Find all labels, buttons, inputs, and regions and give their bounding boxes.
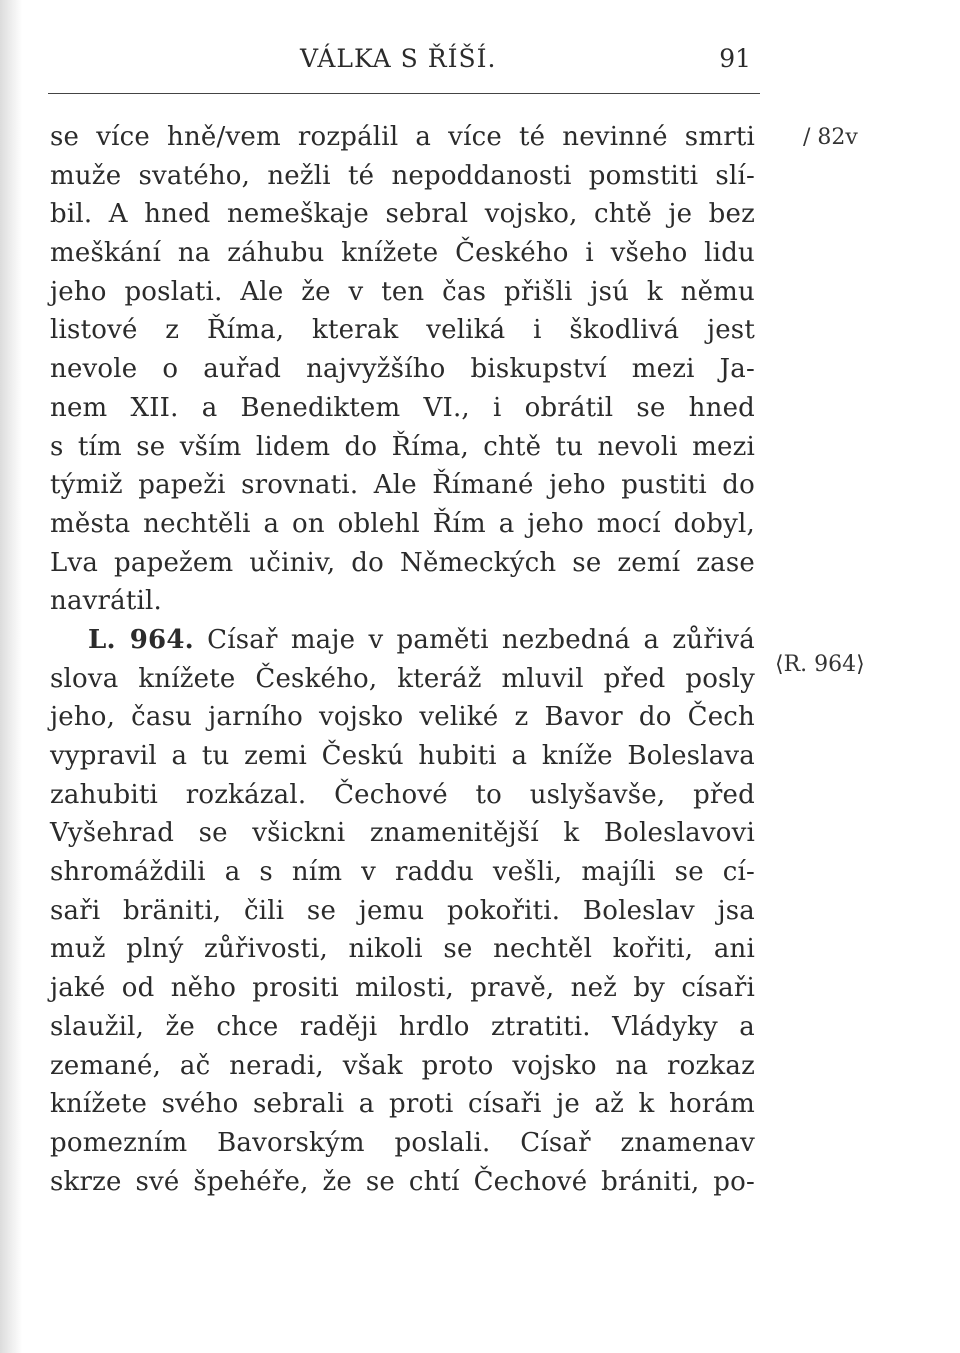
body-text	[50, 118, 755, 1201]
text-line: skrze své špehéře, že se chtí Čechové brániti, po-	[50, 1166, 755, 1197]
text-line: Vyšehrad se všickni znamenitější k Boleslavovi	[50, 818, 755, 849]
text-line: muž plný zůřivosti, nikoli se nechtěl kořiti, ani	[50, 934, 755, 965]
text-line: jeho, času jarního vojsko veliké z Bavor do Čech	[50, 702, 755, 733]
text-line: nem XII. a Benediktem VI., i obrátil se hned	[50, 392, 755, 423]
text-line: slaužil, že chce raději hrdlo ztratiti. Vládyky a	[50, 1011, 755, 1042]
text-line: jaké od něho prositi milosti, pravě, než by císaři	[50, 973, 755, 1004]
text-line: města nechtěli a on oblehl Řím a jeho mocí dobyl,	[50, 508, 755, 539]
text-line: jeho poslati. Ale že v ten čas přišli jsú k němu	[50, 276, 755, 307]
running-head	[50, 40, 755, 80]
text-line: nevole o auřad najvyžšího biskupství mezi Ja-	[50, 354, 755, 385]
scan-edge-shadow	[0, 0, 22, 1353]
text-line: saři bräniti, čili se jemu pokořiti. Boleslav jsa	[50, 895, 755, 926]
text-line: zemané, ač neradi, však proto vojsko na rozkaz	[50, 1050, 755, 1081]
text-line: navrátil.	[50, 586, 163, 617]
text-line: shromáždili a s ním v raddu vešli, majíli se cí-	[50, 857, 755, 888]
text-line: knížete svého sebrali a proti císaři je až k horám	[50, 1089, 755, 1120]
header-rule	[48, 93, 760, 94]
text-line: listové z Říma, kterak veliká i škodlivá jest	[50, 315, 755, 346]
text-line: zahubiti rozkázal. Čechové to uslyšavše, před	[50, 779, 755, 810]
text-line: bil. A hned nemeškaje sebral vojsko, chtě je bez	[50, 199, 755, 230]
text-line: slova knížete Českého, kteráž mluvil před posly	[50, 663, 755, 694]
text-line: Lva papežem učiniv, do Německých se zemí zase	[50, 547, 755, 578]
text-line: muže svatého, nežli té nepoddanosti pomstiti slí-	[50, 160, 755, 191]
text-line: týmiž papeži srovnati. Ale Římané jeho pustiti do	[50, 470, 755, 501]
text-line: se více hně/vem rozpálil a více té nevinné smrti	[50, 122, 755, 152]
text-line: vypravil a tu zemi Českú hubiti a kníže Boleslava	[50, 741, 755, 771]
margin-folio-note: / 82v	[803, 125, 858, 150]
page-number: 91	[719, 44, 751, 73]
paragraph-opening-line	[50, 621, 755, 660]
text-line: pomezním Bavorským poslali. Císař znamenav	[50, 1127, 755, 1158]
running-title: VÁLKA S ŘÍŠÍ.	[300, 44, 497, 73]
year-heading: L. 964.	[88, 624, 194, 655]
text-line: s tím se vším lidem do Říma, chtě tu nevoli mezi	[50, 431, 755, 462]
text-line: meškání na záhubu knížete Českého i všeho lidu	[50, 238, 755, 269]
text-line-rest: Císař maje v paměti nezbedná a zůřivá	[207, 624, 756, 655]
margin-year-note: ⟨R. 964⟩	[775, 652, 865, 677]
